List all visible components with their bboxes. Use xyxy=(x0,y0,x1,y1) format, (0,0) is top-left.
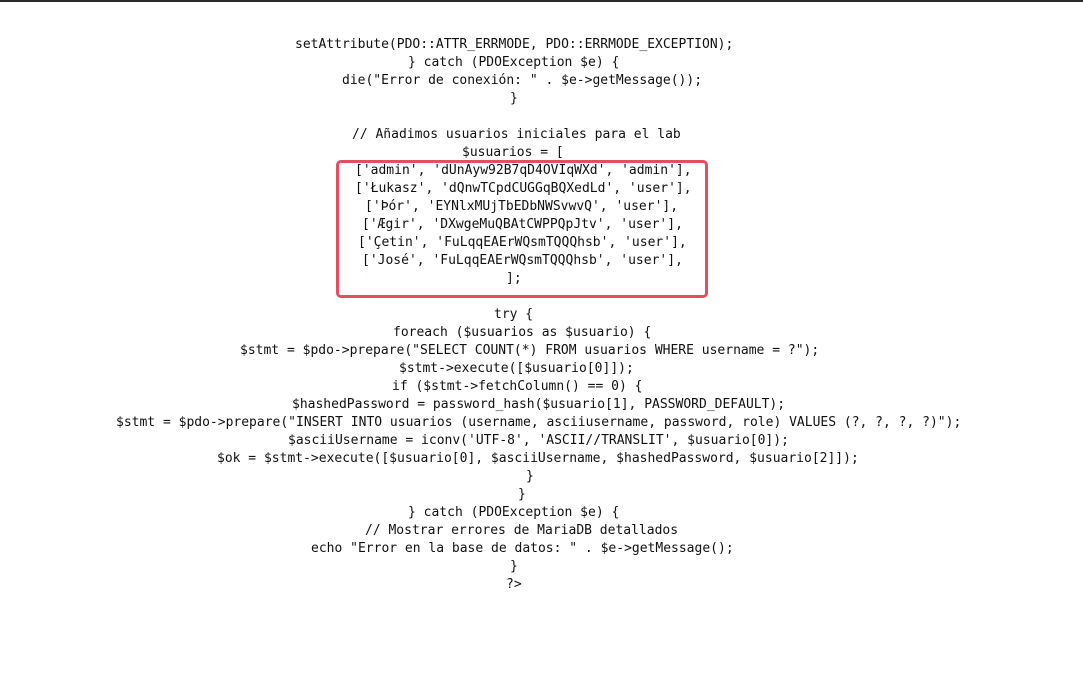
code-line: die("Error de conexión: " . $e->getMessage()); xyxy=(342,73,703,88)
code-line: $stmt->execute([$usuario[0]]); xyxy=(399,361,634,376)
code-block xyxy=(0,36,1083,594)
code-line: foreach ($usuarios as $usuario) { xyxy=(393,325,652,340)
code-line: try { xyxy=(494,307,534,322)
top-border xyxy=(0,0,1083,2)
code-line: ['José', 'FuLqqEAErWQsmTQQQhsb', 'user'], xyxy=(362,253,683,268)
code-line: ['Þór', 'EYNlxMUjTbEDbNWSvwvQ', 'user'], xyxy=(365,199,679,214)
code-line: } xyxy=(510,559,518,574)
code-line: // Mostrar errores de MariaDB detallados xyxy=(365,523,679,538)
code-line: } xyxy=(526,469,534,484)
code-line: $usuarios = [ xyxy=(462,145,564,160)
code-line: } catch (PDOException $e) { xyxy=(408,505,620,520)
code-line: $asciiUsername = iconv('UTF-8', 'ASCII//TRANSLIT', $usuario[0]); xyxy=(288,433,789,448)
code-line: if ($stmt->fetchColumn() == 0) { xyxy=(392,379,643,394)
code-line: $hashedPassword = password_hash($usuario[1], PASSWORD_DEFAULT); xyxy=(292,397,786,412)
code-line: ?> xyxy=(506,577,522,592)
code-line: ['Ægir', 'DXwgeMuQBAtCWPPQpJtv', 'user'], xyxy=(362,217,683,232)
code-line: ]; xyxy=(506,271,522,286)
code-line: $stmt = $pdo->prepare("INSERT INTO usuarios (username, asciiusername, password, role) VALUES (?, ?, ?, ?)"); xyxy=(116,415,962,430)
code-line: ['Çetin', 'FuLqqEAErWQsmTQQQhsb', 'user'], xyxy=(358,235,687,250)
code-line: } catch (PDOException $e) { xyxy=(408,55,620,70)
code-line: $ok = $stmt->execute([$usuario[0], $asciiUsername, $hashedPassword, $usuario[2]]); xyxy=(217,451,859,466)
code-line: // Añadimos usuarios iniciales para el lab xyxy=(352,127,681,142)
code-line: ['Łukasz', 'dQnwTCpdCUGGqBQXedLd', 'user'], xyxy=(355,181,692,196)
code-line: echo "Error en la base de datos: " . $e->getMessage(); xyxy=(311,541,734,556)
code-line: $stmt = $pdo->prepare("SELECT COUNT(*) FROM usuarios WHERE username = ?"); xyxy=(240,343,820,358)
code-line: ['admin', 'dUnAyw92B7qD4OVIqWXd', 'admin'], xyxy=(355,163,692,178)
code-line: } xyxy=(518,487,526,502)
code-line: setAttribute(PDO::ATTR_ERRMODE, PDO::ERRMODE_EXCEPTION); xyxy=(295,37,734,52)
code-line: } xyxy=(510,91,518,106)
